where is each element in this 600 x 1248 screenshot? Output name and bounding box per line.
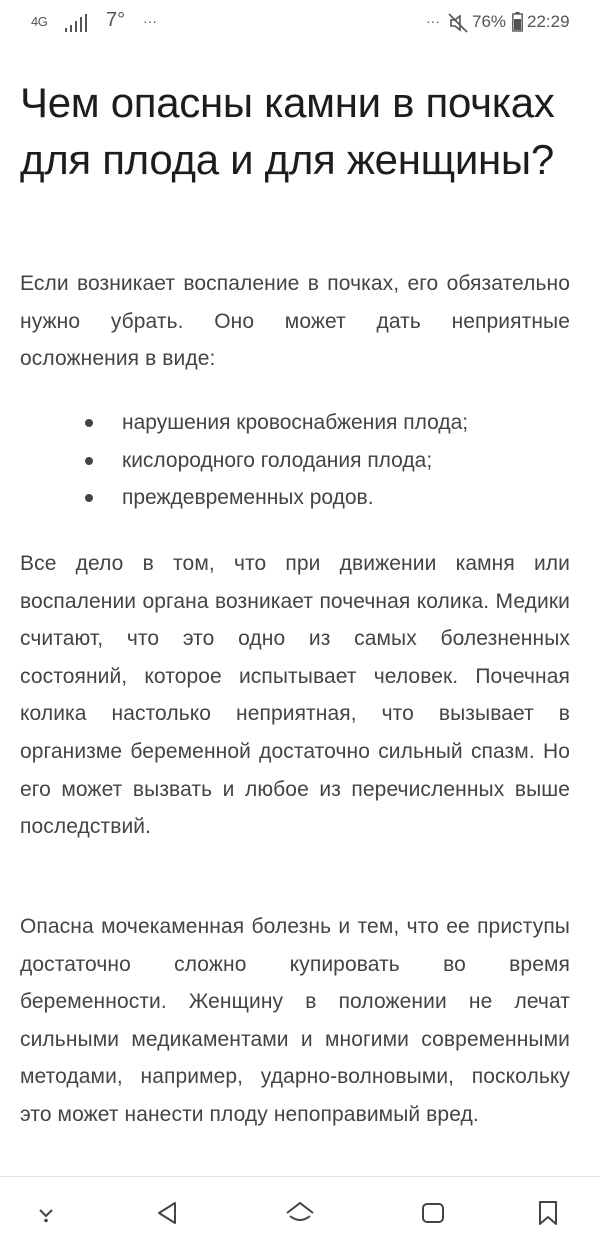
bullet-icon	[85, 494, 93, 502]
paragraph-1: Если возникает воспаление в почках, его обязательно нужно убрать. Оно может дать неприятные осложнения в виде:	[20, 272, 570, 371]
bullet-icon	[85, 457, 93, 465]
battery-percent: 76%	[472, 12, 507, 31]
more-notifications-icon: ···	[143, 13, 157, 29]
article-title: Чем опасны камни в почках для плода и для женщины?	[20, 79, 555, 183]
signal-icon	[65, 14, 89, 32]
network-indicator: 4G	[31, 14, 48, 29]
list-item	[20, 442, 570, 480]
list-item	[20, 479, 570, 517]
paragraph-2: Все дело в том, что при движении камня или воспалении органа возникает почечная колика. Медики считают, что это одно из самых болезненных состояний, которое испытывает человек. Почечная колика настолько неприятная, что вызывает в организме беременной достаточно сильный спазм. Но его может вызвать и любое из перечисленных выше последствий.	[20, 552, 570, 839]
mute-icon	[448, 13, 468, 33]
bookmark-icon[interactable]	[528, 1193, 568, 1233]
battery-icon	[512, 12, 523, 32]
list-item	[20, 404, 570, 442]
temperature: 7°	[106, 9, 126, 31]
navigation-bar	[0, 1176, 600, 1248]
home-icon[interactable]	[280, 1193, 320, 1233]
status-bar	[0, 0, 600, 48]
clock: 22:29	[527, 12, 570, 31]
list-item-text: кислородного голодания плода;	[122, 448, 433, 472]
paragraph-3: Опасна мочекаменная болезнь и тем, что ее приступы достаточно сложно купировать во время беременности. Женщину в положении не лечат сильными медикаментами и многими современными методами, например, ударно-волновыми, поскольку это может нанести плоду непоправимый вред.	[20, 915, 570, 1126]
bullet-icon	[85, 419, 93, 427]
back-icon[interactable]	[147, 1193, 187, 1233]
bullet-list	[20, 404, 570, 517]
list-item-text: преждевременных родов.	[122, 486, 374, 510]
list-item-text: нарушения кровоснабжения плода;	[122, 411, 469, 434]
article	[20, 74, 570, 1126]
recents-icon[interactable]	[413, 1193, 453, 1233]
chevron-down-icon[interactable]	[26, 1193, 66, 1233]
more-status-icon: ···	[426, 13, 440, 29]
